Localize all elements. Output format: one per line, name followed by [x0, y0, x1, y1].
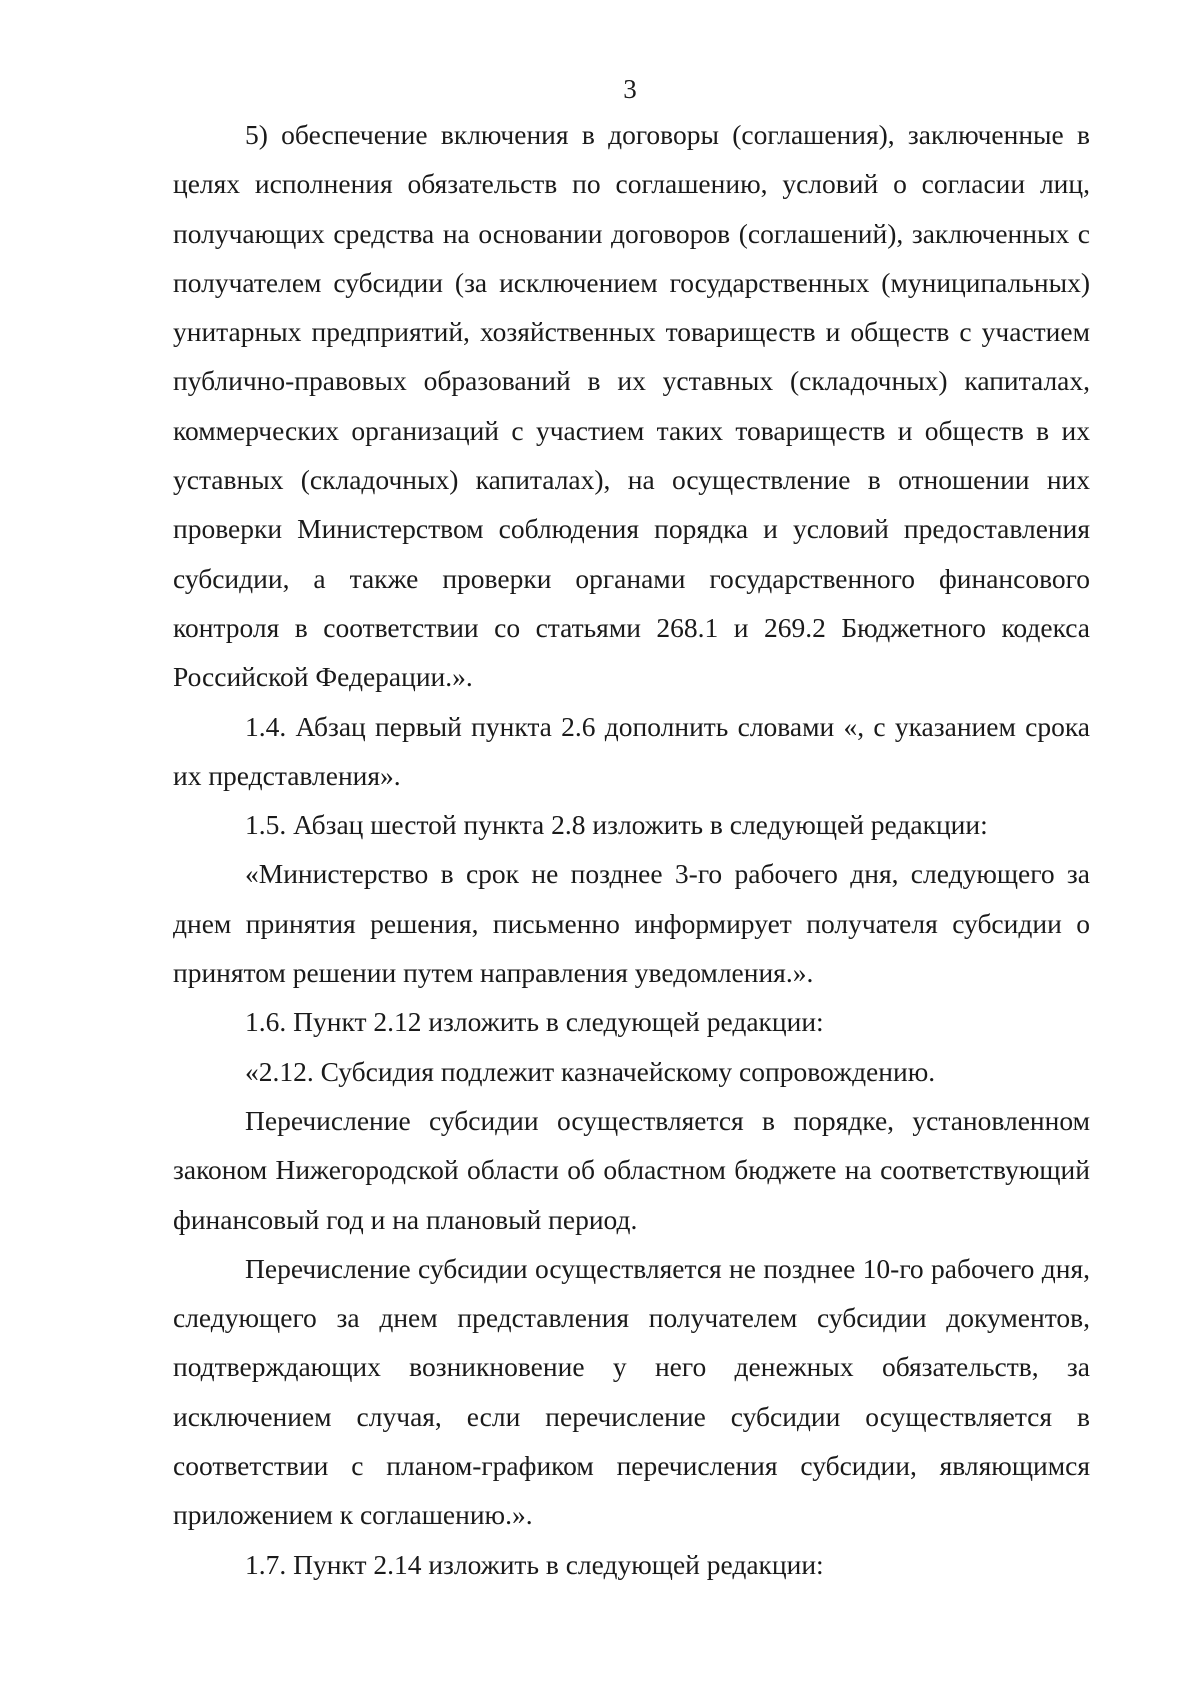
- paragraph-item-5-access-clause: 5) обеспечение включения в договоры (соглашения), заключенные в целях исполнения обязательств по соглашению, условий о согласии лиц, получающих средства на основании договоров (соглашений), заключенных с получателем субсидии (за исключением государственных (муниципальных) унитарных предприятий, хозяйственных товариществ и обществ с участием публично-правовых образований в их уставных (складочных) капиталах, коммерческих организаций с участием таких товариществ и обществ в их уставных (складочных) капиталах), на осуществление в отношении них проверки Министерством соблюдения порядка и условий предоставления субсидии, а также проверки органами государственного финансового контроля в соответствии со статьями 268.1 и 269.2 Бюджетного кодекса Российской Федерации.».: [173, 119, 1090, 693]
- paragraph-2-12-treasury-support: «2.12. Субсидия подлежит казначейскому сопровождению.: [245, 1055, 936, 1087]
- paragraph-1-4: 1.4. Абзац первый пункта 2.6 дополнить словами «, с указанием срока их представления».: [173, 710, 1090, 791]
- paragraph-1-5: 1.5. Абзац шестой пункта 2.8 изложить в следующей редакции:: [245, 809, 988, 841]
- page-number: 3: [623, 74, 637, 104]
- document-body: [173, 110, 1090, 1589]
- paragraph-1-6: 1.6. Пункт 2.12 изложить в следующей редакции:: [245, 1006, 824, 1038]
- paragraph-transfer-deadline: Перечисление субсидии осуществляется не позднее 10-го рабочего дня, следующего за днем представления получателем субсидии документов, подтверждающих возникновение у него денежных обязательств, за исключением случая, если перечисление субсидии осуществляется в соответствии с планом-графиком перечисления субсидии, являющимся приложением к соглашению.».: [173, 1252, 1090, 1531]
- paragraph-ministry-notification: «Министерство в срок не позднее 3-го рабочего дня, следующего за днем принятия решения, письменно информирует получателя субсидии о принятом решении путем направления уведомления.».: [173, 858, 1090, 989]
- paragraph-transfer-order: Перечисление субсидии осуществляется в порядке, установленном законом Нижегородской области об областном бюджете на соответствующий финансовый год и на плановый период.: [173, 1104, 1090, 1235]
- paragraph-1-7: 1.7. Пункт 2.14 изложить в следующей редакции:: [245, 1548, 824, 1580]
